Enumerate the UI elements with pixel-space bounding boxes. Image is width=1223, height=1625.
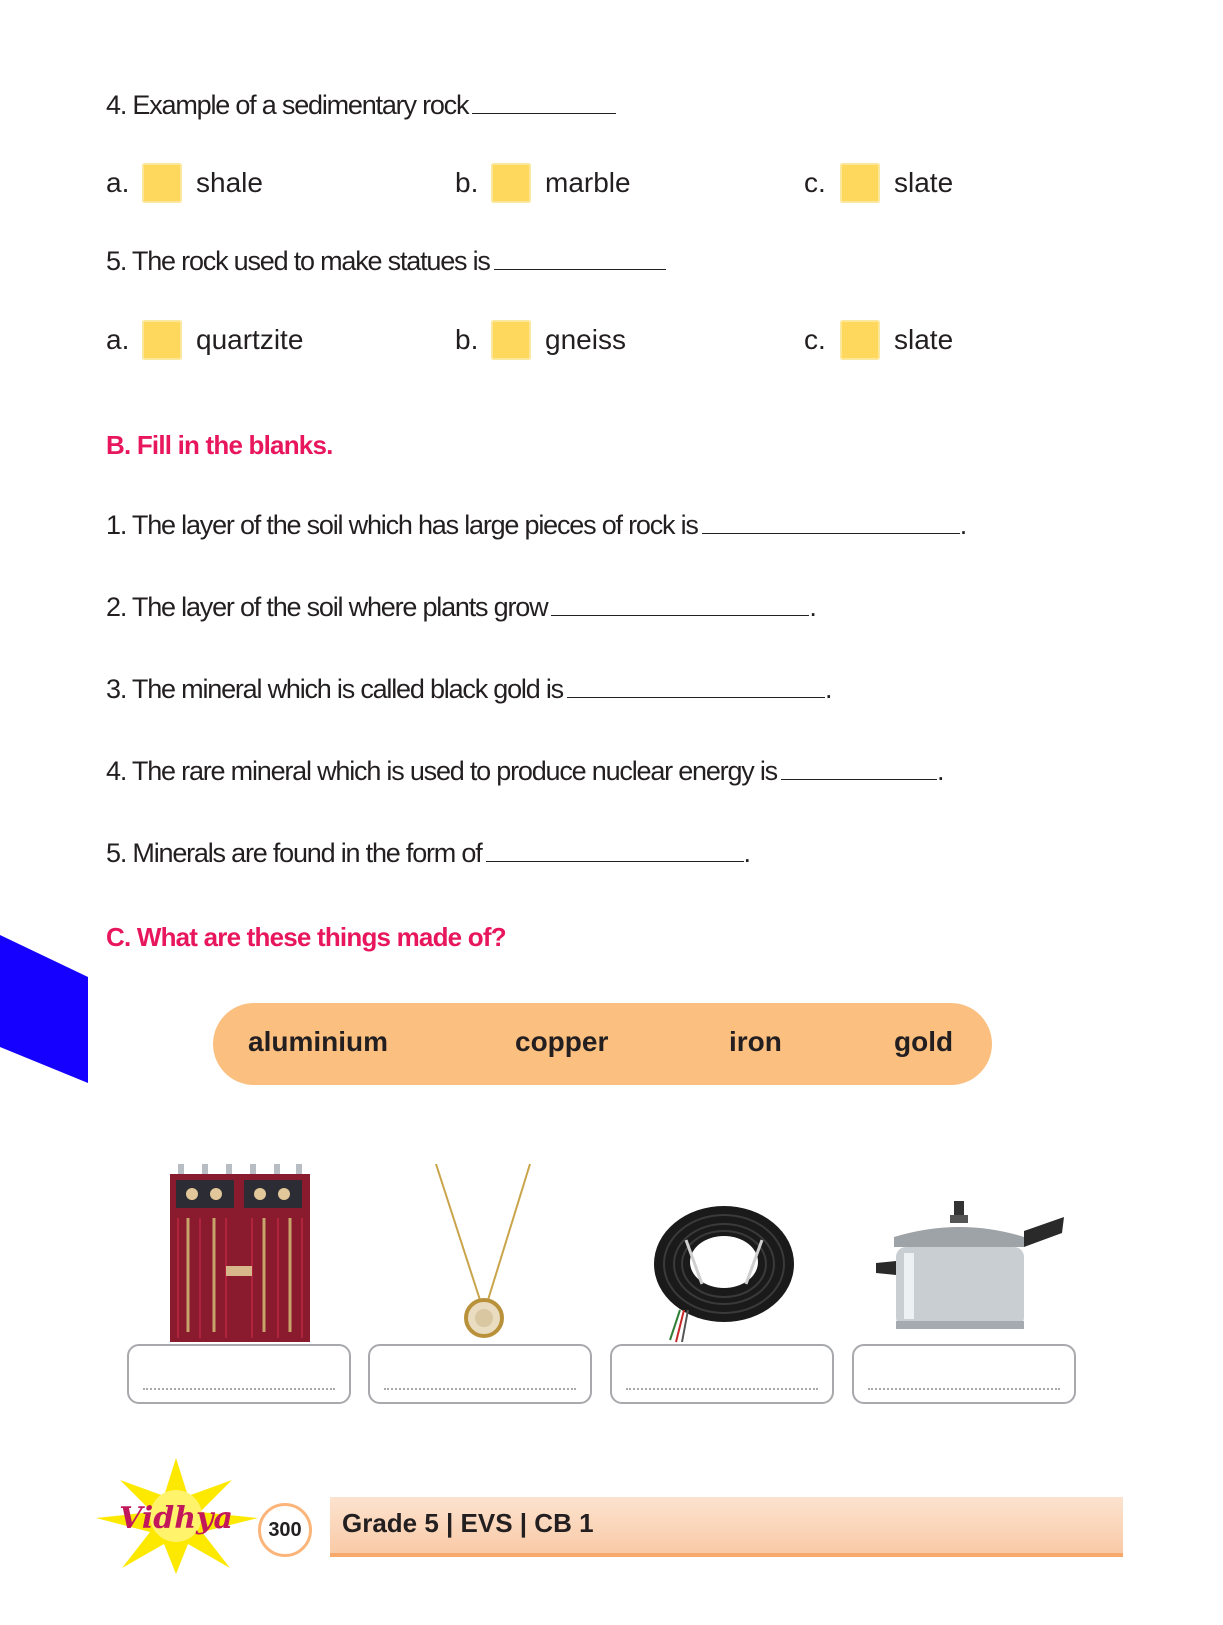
option-letter: a. [106, 167, 130, 198]
pressure-cooker-icon [874, 1197, 1064, 1337]
option-checkbox[interactable] [840, 320, 880, 360]
option-label: shale [196, 167, 263, 198]
dotted-line [384, 1388, 576, 1390]
end-mark: . [809, 592, 816, 622]
option-letter: b. [455, 167, 479, 198]
option-checkbox[interactable] [840, 163, 880, 203]
fill-blank-4 [106, 756, 943, 787]
option-label: slate [894, 324, 954, 355]
fill-blank-5 [106, 838, 750, 869]
option-a4-b[interactable] [455, 163, 631, 203]
end-mark: . [743, 838, 750, 868]
answer-blank[interactable] [551, 593, 809, 616]
end-mark: . [959, 510, 967, 540]
gold-necklace-icon [418, 1160, 548, 1338]
answer-box-3[interactable] [610, 1344, 834, 1404]
dotted-line [868, 1388, 1060, 1390]
dotted-line [626, 1388, 818, 1390]
fill-blank-text: 3. The mineral which is called black gold is [106, 674, 563, 704]
section-b-heading: B. Fill in the blanks. [106, 430, 333, 460]
answer-box-1[interactable] [127, 1344, 351, 1404]
fill-blank-2 [106, 592, 816, 623]
option-checkbox[interactable] [142, 163, 182, 203]
option-checkbox[interactable] [491, 163, 531, 203]
fill-blank-text: 1. The layer of the soil which has large pieces of rock is [106, 510, 698, 540]
footer-label: Grade 5 | EVS | CB 1 [342, 1508, 594, 1538]
end-mark: . [937, 756, 944, 786]
option-letter: b. [455, 324, 479, 355]
option-label: gneiss [545, 324, 626, 355]
page-number: 300 [258, 1503, 312, 1557]
option-a4-a[interactable] [106, 163, 263, 203]
answer-blank[interactable] [781, 757, 937, 780]
answer-box-2[interactable] [368, 1344, 592, 1404]
answer-blank[interactable] [702, 511, 960, 534]
fill-blank-3 [106, 674, 831, 705]
section-c-heading: C. What are these things made of? [106, 922, 506, 952]
option-label: quartzite [196, 324, 304, 355]
side-tab-decoration [0, 935, 90, 1085]
option-a4-c[interactable] [804, 163, 953, 203]
dotted-line [143, 1388, 335, 1390]
answer-blank[interactable] [472, 91, 616, 114]
fill-blank-text: 5. Minerals are found in the form of [106, 838, 482, 868]
fill-blank-text: 4. The rare mineral which is used to produce nuclear energy is [106, 756, 777, 786]
option-a5-c[interactable] [804, 320, 953, 360]
option-letter: c. [804, 324, 826, 355]
end-mark: . [824, 674, 832, 704]
option-letter: a. [106, 324, 130, 355]
word-bank-item: iron [729, 1026, 782, 1057]
vidhya-logo [92, 1456, 262, 1576]
option-a5-a[interactable] [106, 320, 303, 360]
electric-heater-icon [168, 1162, 313, 1344]
answer-box-4[interactable] [852, 1344, 1076, 1404]
wire-coil-icon [650, 1200, 798, 1346]
option-checkbox[interactable] [491, 320, 531, 360]
word-bank-item: aluminium [248, 1026, 389, 1057]
option-label: slate [894, 167, 954, 198]
answer-blank[interactable] [567, 675, 825, 698]
question-a5 [106, 246, 666, 277]
question-a4 [106, 90, 616, 121]
fill-blank-1 [106, 510, 966, 541]
option-a5-b[interactable] [455, 320, 626, 360]
word-bank-item: gold [894, 1026, 954, 1057]
fill-blank-text: 2. The layer of the soil where plants grow [106, 592, 548, 622]
question-text: 4. Example of a sedimentary rock [106, 90, 469, 120]
logo-text: Vidhya [119, 1501, 233, 1536]
option-label: marble [545, 167, 631, 198]
answer-blank[interactable] [494, 247, 666, 270]
option-letter: c. [804, 167, 826, 198]
option-checkbox[interactable] [142, 320, 182, 360]
answer-blank[interactable] [486, 839, 744, 862]
question-text: 5. The rock used to make statues is [106, 246, 490, 276]
word-bank-item: copper [515, 1026, 609, 1057]
